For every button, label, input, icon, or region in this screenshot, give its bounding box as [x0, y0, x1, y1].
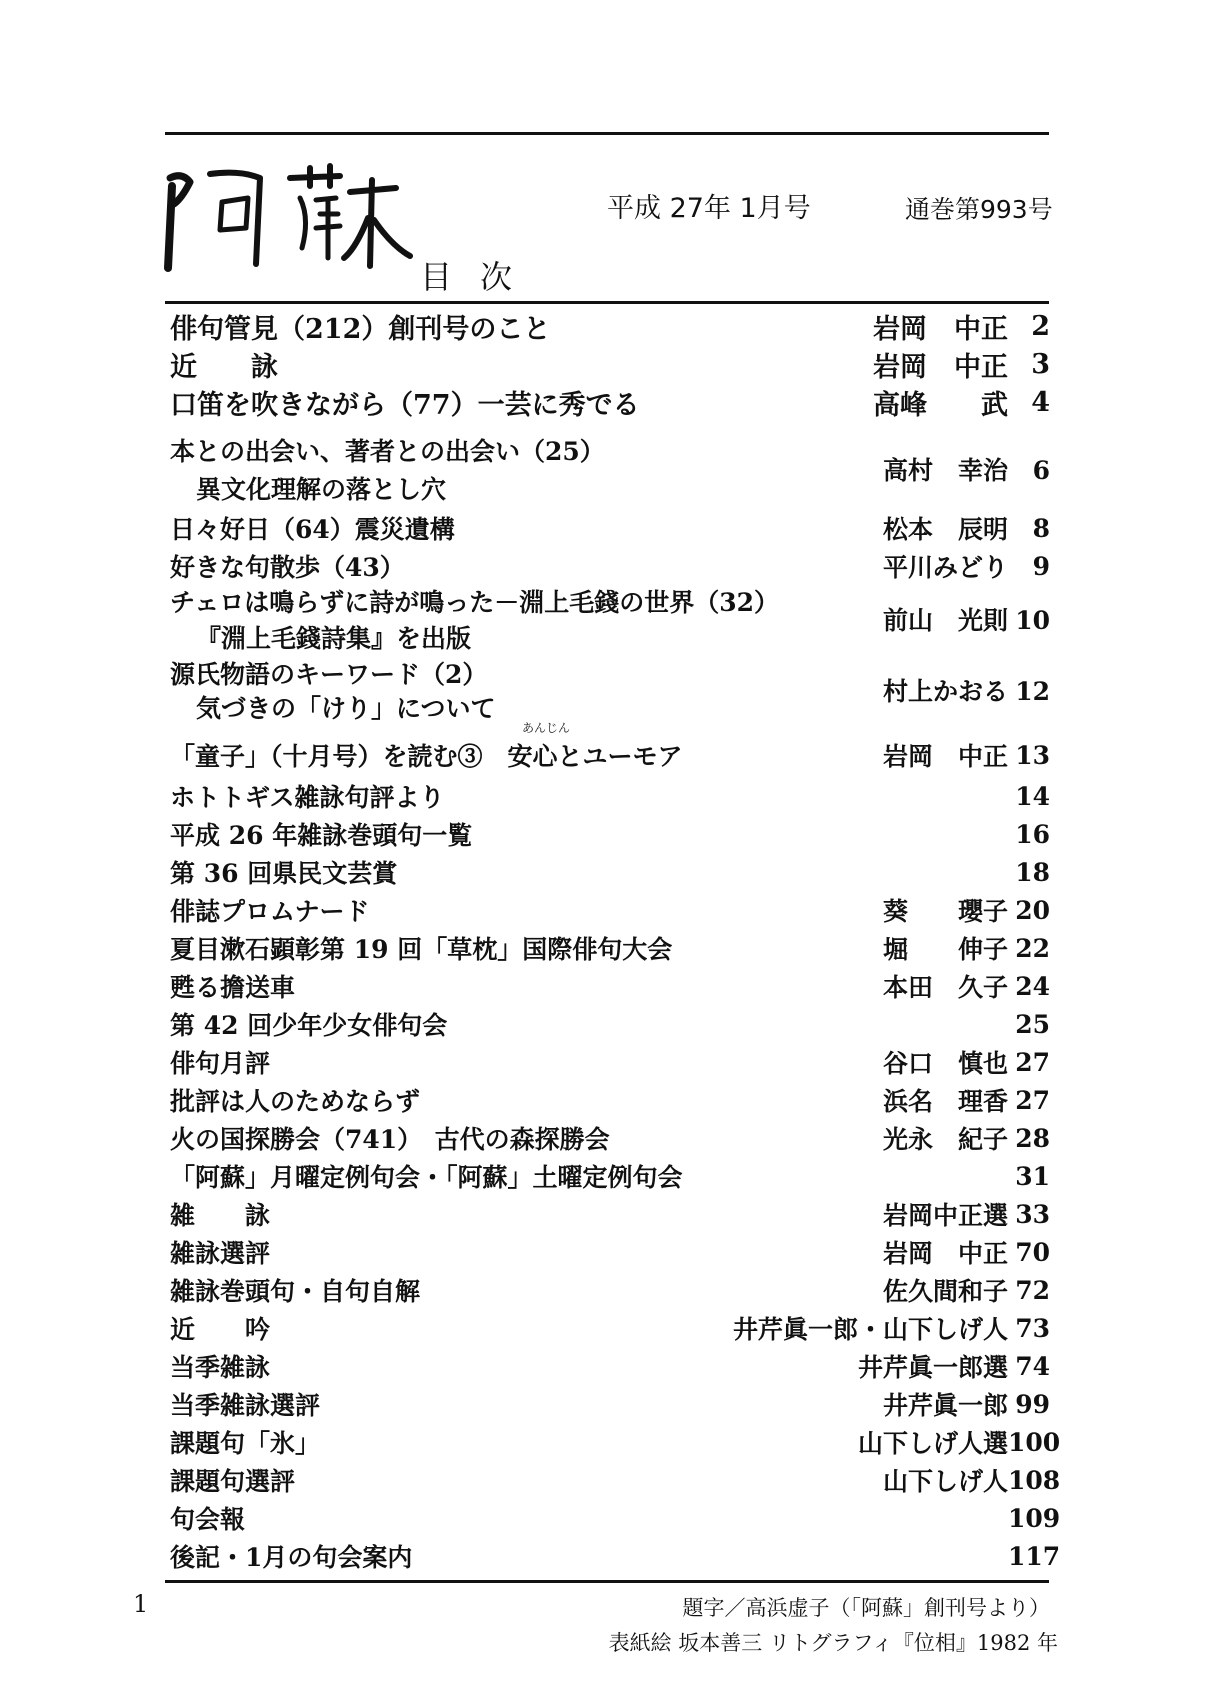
header-rule [165, 301, 1049, 304]
toc-row[interactable] [170, 967, 1050, 1005]
toc-title: 好きな句散歩（43） [170, 553, 405, 582]
toc-row[interactable] [170, 721, 1050, 777]
toc-page: 25 [1015, 1009, 1050, 1039]
toc-row[interactable] [170, 1271, 1050, 1309]
toc-author: 村上かおる [882, 677, 1008, 706]
toc-page: 31 [1015, 1161, 1050, 1191]
toc-subtitle: 『淵上毛錢詩集』を出版 [196, 624, 472, 653]
toc-title: 後記・1月の句会案内 [170, 1543, 413, 1572]
toc-row[interactable] [170, 509, 1050, 547]
toc-title: 雑詠巻頭句・自句自解 [170, 1277, 421, 1306]
toc-author: 高村 幸治 [882, 456, 1008, 485]
toc-row[interactable] [170, 1157, 1050, 1195]
toc-title: 俳誌プロムナード [170, 897, 370, 926]
toc-row[interactable] [170, 1423, 1061, 1461]
toc-author: 松本 辰明 [882, 515, 1008, 544]
toc-title: 平成 26 年雑詠巻頭句一覧 [170, 821, 473, 850]
toc-author: 本田 久子 [882, 973, 1008, 1002]
toc-row[interactable] [170, 1309, 1050, 1347]
toc-page: 3 [1031, 348, 1050, 380]
toc-author: 前山 光則 [882, 606, 1008, 635]
toc-title: 課題句選評 [170, 1467, 296, 1496]
toc-author: 井芹眞一郎・山下しげ人 [732, 1315, 1008, 1344]
toc-page: 70 [1015, 1237, 1050, 1267]
toc-page: 27 [1015, 1085, 1050, 1115]
toc-author: 山下しげ人選 [857, 1429, 1008, 1458]
toc-row[interactable] [170, 853, 1050, 891]
toc-row[interactable] [170, 1043, 1050, 1081]
toc-page: 109 [1008, 1503, 1061, 1533]
toc-row[interactable] [170, 891, 1050, 929]
toc-author: 岩岡 中正 [882, 1239, 1008, 1268]
toc-title: 日々好日（64）震災遺構 [170, 515, 455, 544]
toc-row[interactable] [170, 1461, 1061, 1499]
calligraphy-logo [160, 158, 420, 278]
toc-author: 佐久間和子 [882, 1277, 1008, 1306]
toc-title: 雑 詠 [170, 1201, 271, 1230]
toc-page: 13 [1015, 740, 1050, 770]
toc-page: 100 [1008, 1427, 1061, 1457]
toc-title: 俳句管見（212）創刊号のこと [170, 313, 551, 345]
toc-page: 72 [1015, 1275, 1050, 1305]
toc-ruby: あんじん [522, 721, 571, 735]
cover-art-credit: 表紙絵 坂本善三 リトグラフィ『位相』1982 年 [608, 1631, 1058, 1655]
toc-row[interactable] [170, 307, 1050, 345]
toc-page: 12 [1015, 677, 1050, 706]
table-of-contents [170, 307, 1061, 1575]
toc-title: 甦る擔送車 [170, 973, 296, 1002]
toc-page: 10 [1015, 606, 1050, 635]
top-rule [165, 132, 1049, 135]
toc-page: 9 [1032, 551, 1050, 581]
toc-row[interactable] [170, 1499, 1061, 1537]
toc-title: 雑詠選評 [170, 1239, 271, 1268]
toc-title: 当季雑詠選評 [170, 1391, 321, 1420]
toc-title: 批評は人のためならず [170, 1087, 421, 1116]
toc-row[interactable] [170, 547, 1050, 585]
toc-author: 谷口 慎也 [882, 1049, 1008, 1078]
toc-page: 16 [1015, 819, 1050, 849]
toc-author: 岩岡中正選 [882, 1201, 1008, 1230]
toc-author: 堀 伸子 [882, 935, 1008, 964]
toc-page: 8 [1032, 513, 1050, 543]
toc-author: 山下しげ人 [882, 1467, 1008, 1496]
toc-page: 74 [1015, 1351, 1050, 1381]
volume-number: 通巻第993号 [905, 195, 1053, 224]
toc-page: 2 [1031, 310, 1050, 342]
toc-page: 18 [1015, 857, 1050, 887]
toc-page: 99 [1015, 1389, 1050, 1419]
toc-page: 20 [1015, 895, 1050, 925]
toc-row[interactable] [170, 657, 1050, 727]
toc-row[interactable] [170, 1081, 1050, 1119]
toc-subtitle: 異文化理解の落とし穴 [196, 475, 447, 504]
toc-title: 課題句「氷」 [170, 1429, 321, 1458]
toc-row[interactable] [170, 1347, 1050, 1385]
title-calligraphy-credit: 題字／高浜虚子（「阿蘇」創刊号より） [682, 1596, 1050, 1620]
toc-page: 108 [1008, 1465, 1061, 1495]
toc-page: 33 [1015, 1199, 1050, 1229]
toc-page: 4 [1031, 386, 1050, 418]
page-number: 1 [133, 1590, 149, 1618]
toc-author: 平川みどり [882, 553, 1008, 582]
toc-title: 近 詠 [170, 351, 278, 383]
toc-author: 井芹眞一郎選 [857, 1353, 1008, 1382]
toc-title: 「阿蘇」月曜定例句会・「阿蘇」土曜定例句会 [170, 1163, 683, 1192]
toc-row[interactable] [170, 433, 1050, 509]
toc-title: 「童子」（十月号）を読む③ 安心とユーモア [170, 742, 683, 771]
toc-page: 14 [1015, 781, 1050, 811]
toc-row[interactable] [170, 345, 1050, 383]
toc-subtitle: 気づきの「けり」について [196, 694, 496, 723]
toc-author: 浜名 理香 [882, 1087, 1008, 1116]
toc-title: チェロは鳴らずに詩が鳴った－淵上毛錢の世界（32） [170, 588, 780, 617]
toc-page: 73 [1015, 1313, 1050, 1343]
toc-title: 第 42 回少年少女俳句会 [170, 1011, 448, 1040]
toc-title: 源氏物語のキーワード（2） [170, 660, 488, 689]
toc-row[interactable] [170, 585, 1050, 657]
toc-title: ホトトギス雑詠句評より [170, 783, 445, 812]
toc-row[interactable] [170, 1537, 1061, 1575]
toc-row[interactable] [170, 929, 1050, 967]
toc-title: 口笛を吹きながら（77）一芸に秀でる [170, 389, 640, 421]
toc-title: 句会報 [170, 1505, 246, 1534]
toc-author: 岩岡 中正 [882, 742, 1008, 771]
toc-title: 本との出会い、著者との出会い（25） [170, 437, 605, 466]
footer-rule [165, 1580, 1049, 1583]
toc-title: 第 36 回県民文芸賞 [170, 859, 398, 888]
contents-label: 目次 [420, 258, 541, 296]
toc-author: 高峰 武 [873, 389, 1008, 421]
toc-author: 葵 瓔子 [882, 897, 1008, 926]
toc-page: 117 [1008, 1541, 1061, 1571]
toc-title: 近 吟 [170, 1315, 271, 1344]
toc-row[interactable] [170, 1233, 1050, 1271]
toc-row[interactable] [170, 777, 1050, 815]
toc-row[interactable] [170, 815, 1050, 853]
issue-date: 平成 27年 1月号 [607, 193, 811, 224]
toc-page: 24 [1015, 971, 1050, 1001]
toc-author: 岩岡 中正 [873, 351, 1008, 383]
toc-title: 夏目漱石顕彰第 19 回「草枕」国際俳句大会 [170, 935, 673, 964]
toc-row[interactable] [170, 1195, 1050, 1233]
toc-title: 当季雑詠 [170, 1353, 271, 1382]
toc-row[interactable] [170, 383, 1050, 421]
toc-page: 22 [1015, 933, 1050, 963]
toc-title: 俳句月評 [170, 1049, 271, 1078]
toc-author: 光永 紀子 [882, 1125, 1008, 1154]
toc-title: 火の国探勝会（741） 古代の森探勝会 [170, 1125, 610, 1154]
toc-page: 28 [1015, 1123, 1050, 1153]
toc-row[interactable] [170, 1385, 1050, 1423]
toc-page: 27 [1015, 1047, 1050, 1077]
toc-row[interactable] [170, 1005, 1050, 1043]
toc-page: 6 [1032, 456, 1050, 485]
toc-row[interactable] [170, 1119, 1050, 1157]
toc-author: 井芹眞一郎 [882, 1391, 1008, 1420]
toc-author: 岩岡 中正 [873, 313, 1008, 345]
